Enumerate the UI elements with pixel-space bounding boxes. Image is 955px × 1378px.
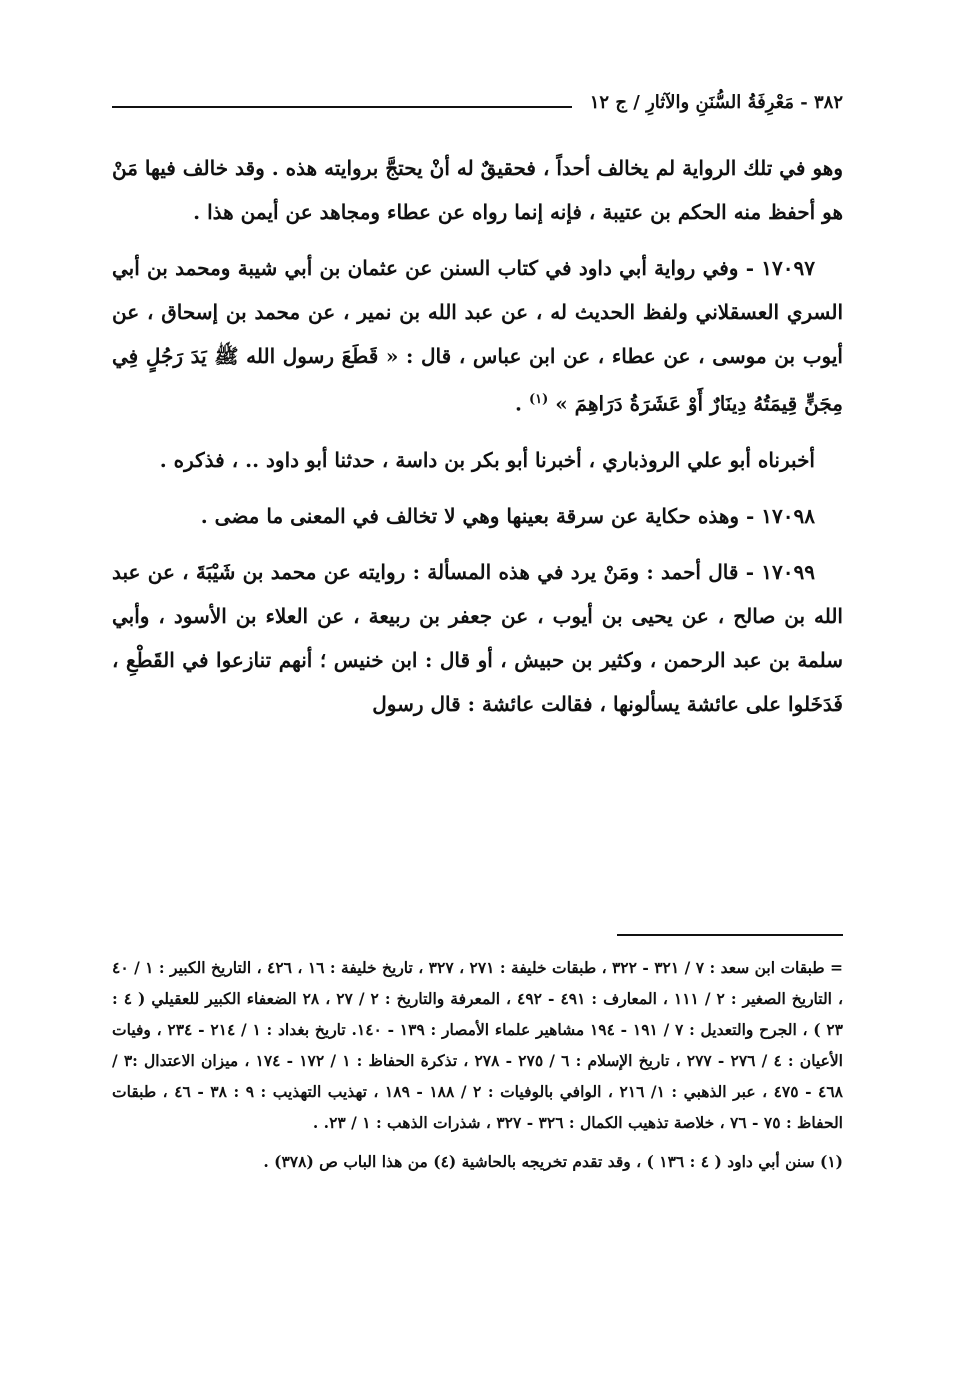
hadith-number: ١٧٠٩٨ (761, 503, 815, 528)
footnote-marker: (١) (528, 392, 549, 407)
paragraph-text: أخبرناه أبو علي الروذباري ، أخبرنا أبو بكر بن داسة ، حدثنا أبو داود .. ، فذكره . (159, 447, 815, 472)
paragraph-17098 (112, 494, 843, 538)
paragraph-isnad (112, 438, 843, 482)
page-header (112, 82, 843, 122)
running-title: ٣٨٢ - مَعْرِفَةُ السُّنَنِ والآثارِ / ج ١٢ (589, 91, 843, 113)
paragraph-tail: . (515, 391, 529, 416)
footnote-continued: = طبقات ابن سعد : ٧ / ٣٢١ - ٣٢٢ ، طبقات خليفة : ٢٧١ ، ٣٢٧ ، تاريخ خليفة : ١٦ ، ٤٢٦ ، التاريخ الكبير : ١ / ٤٠ ، التاريخ الصغير : ٢ / ١١١ ، المعارف : ٤٩١ - ٤٩٢ ، المعرفة والتاريخ : ٢ / ٢٧ ، ٢٨ الضعفاء الكبير للعقيلي ( ٤ : ٢٣ ) ، الجرح والتعديل : ٧ / ١٩١ - ١٩٤ مشاهير علماء الأمصار : ١٣٩ - ١٤٠. تاريخ بغداد : ١ / ٢١٤ - ٢٣٤ ، وفيات الأعيان : ٤ / ٢٧٦ - ٢٧٧ ، تاريخ الإسلام : ٦ / ٢٧٥ - ٢٧٨ ، تذكرة الحفاظ : ١ / ١٧٢ - ١٧٤ ، ميزان الاعتدال :٣ / ٤٦٨ - ٤٧٥ ، عبر الذهبي : ١/ ٢١٦ ، الوافي بالوفيات : ٢ / ١٨٨ - ١٨٩ ، تهذيب التهذيب : ٩ : ٣٨ - ٤٦ ، طبقات الحفاظ : ٧٥ - ٧٦ ، خلاصة تذهيب الكمال : ٣٢٦ - ٣٢٧ ، شذرات الذهب : ١ / ٢٣. . (112, 958, 844, 1132)
paragraph-text: - وفي رواية أبي داود في كتاب السنن عن عثمان بن أبي شيبة ومحمد بن أبي السري العسقلاني ولفظ الحديث له ، عن عبد الله بن نمير ، عن محمد بن إسحاق ، عن أيوب بن موسى ، عن عطاء ، عن ابن عباس ، قال : « قَطَعَ رسول الله ﷺ يَدَ رَجُلٍ فِي مِجَنٍّ قِيمَتُهُ دِينَارٌ أَوْ عَشَرَةُ دَرَاهِمَ » (112, 256, 843, 416)
main-text (112, 146, 843, 738)
hadith-number: ١٧٠٩٧ (761, 256, 816, 280)
paragraph-text: وهو في تلك الرواية لم يخالف أحداً ، فحقيقٌ له أنْ يحتجَّ بروايته هذه . وقد خالف فيها مَنْ هو أحفظ منه الحكم بن عتيبة ، فإنه إنما رواه عن عطاء ومجاهد عن أيمن هذا . (112, 156, 843, 224)
footnote-separator (617, 934, 843, 936)
paragraph-17097 (112, 246, 843, 426)
header-rule (112, 106, 572, 108)
footnote-1: (١) سنن أبي داود ( ٤ : ١٣٦ ) ، وقد تقدم تخريجه بالحاشية (٤) من هذا الباب ص (٣٧٨) . (263, 1152, 843, 1171)
hadith-number: ١٧٠٩٩ (761, 559, 815, 584)
paragraph-continuation (112, 146, 843, 234)
paragraph-17099 (112, 550, 843, 726)
paragraph-text: - قال أحمد : ومَنْ يرد في هذه المسألة : روايته عن محمد بن شَيْبَةَ ، عن عبد الله بن صالح ، عن يحيى بن أيوب ، عن جعفر بن ربيعة ، عن العلاء بن الأسود ، وأبي سلمة بن عبد الرحمن ، وكثير بن حبيش ، أو قال : ابن خنيس ؛ أنهم تنازعوا في القَطْعِ ، فَدَخَلوا على عائشة يسألونها ، فقالت عائشة : قال رسول (112, 559, 843, 716)
footnotes (112, 952, 843, 1185)
paragraph-text: - وهذه حكاية عن سرقة بعينها وهي لا تخالف في المعنى ما مضى . (200, 503, 755, 528)
